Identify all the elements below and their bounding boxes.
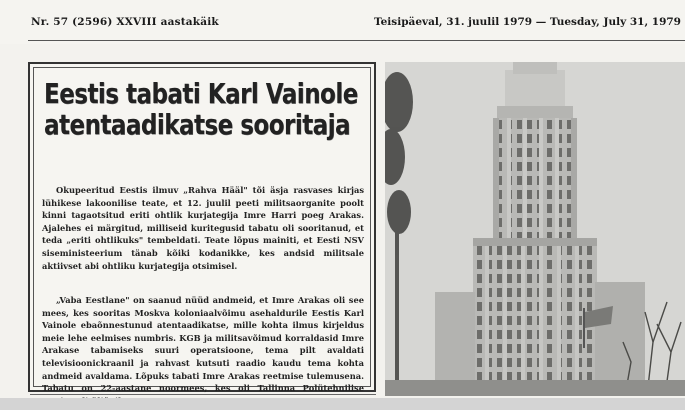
tower-building-photo xyxy=(385,62,685,396)
issue-number: Nr. 57 (2596) XXVIII aastakäik xyxy=(31,16,219,28)
masthead-rule xyxy=(28,40,685,41)
article-box xyxy=(28,62,376,392)
page-bottom-band xyxy=(0,398,685,410)
masthead xyxy=(0,0,685,44)
article-bottom-rule xyxy=(30,394,376,395)
article-paragraph-1: Okupeeritud Eestis ilmuv „Rahva Hääl" tõi äsja rasvases kirjas lühikese lakoonilise teate, et 12. juulil peeti militsaorganite poolt kinni tagaotsitud eriti ohtlik kurjategija Imre Harri poeg Arakas. Ajalehes ei märgitud, milliseid kuritegusid tabatu oli sooritanud, et teda „eriti ohtlikuks" tembeldati. Teate lõpus mainiti, et Eesti NSV siseministeerium tänab kõiki kodanikke, kes andsid militsale aktiivset abi ohtliku kurjategija otsimisel. xyxy=(42,185,364,271)
headline-line-2: atentaadikatse sooritaja xyxy=(44,108,351,141)
article-paragraph-2: „Vaba Eestlane" on saanud nüüd andmeid, et Imre Arakas oli see mees, kes sooritas Moskva koloniaalvõimu asehaldurile Eestis Karl Vainole ebaõnnestunud atentaadikatse, mille kohta ilmus kirjeldus meie lehe eelmises numbris. KGB ja militsavõimud korraldasid Imre Arakase tabamiseks suuri operatsioone, tema pilt avaldati televisioonickraanil ja rahvast kutsuti raadio kaudu tema kohta andmeid avaldama. Lõpuks tabati Imre Arakas reetmise tulemusena. Tabatu on 22-aastane noormees, kes oli Tallinna Polütehnilise xyxy=(42,295,364,394)
issue-date: Teisipäeval, 31. juulil 1979 — Tuesday, July 31, 1979 xyxy=(374,16,681,28)
headline-line-1: Eestis tabati Karl Vainole xyxy=(44,77,358,110)
photo-illustration xyxy=(385,62,685,396)
headline xyxy=(44,78,365,140)
